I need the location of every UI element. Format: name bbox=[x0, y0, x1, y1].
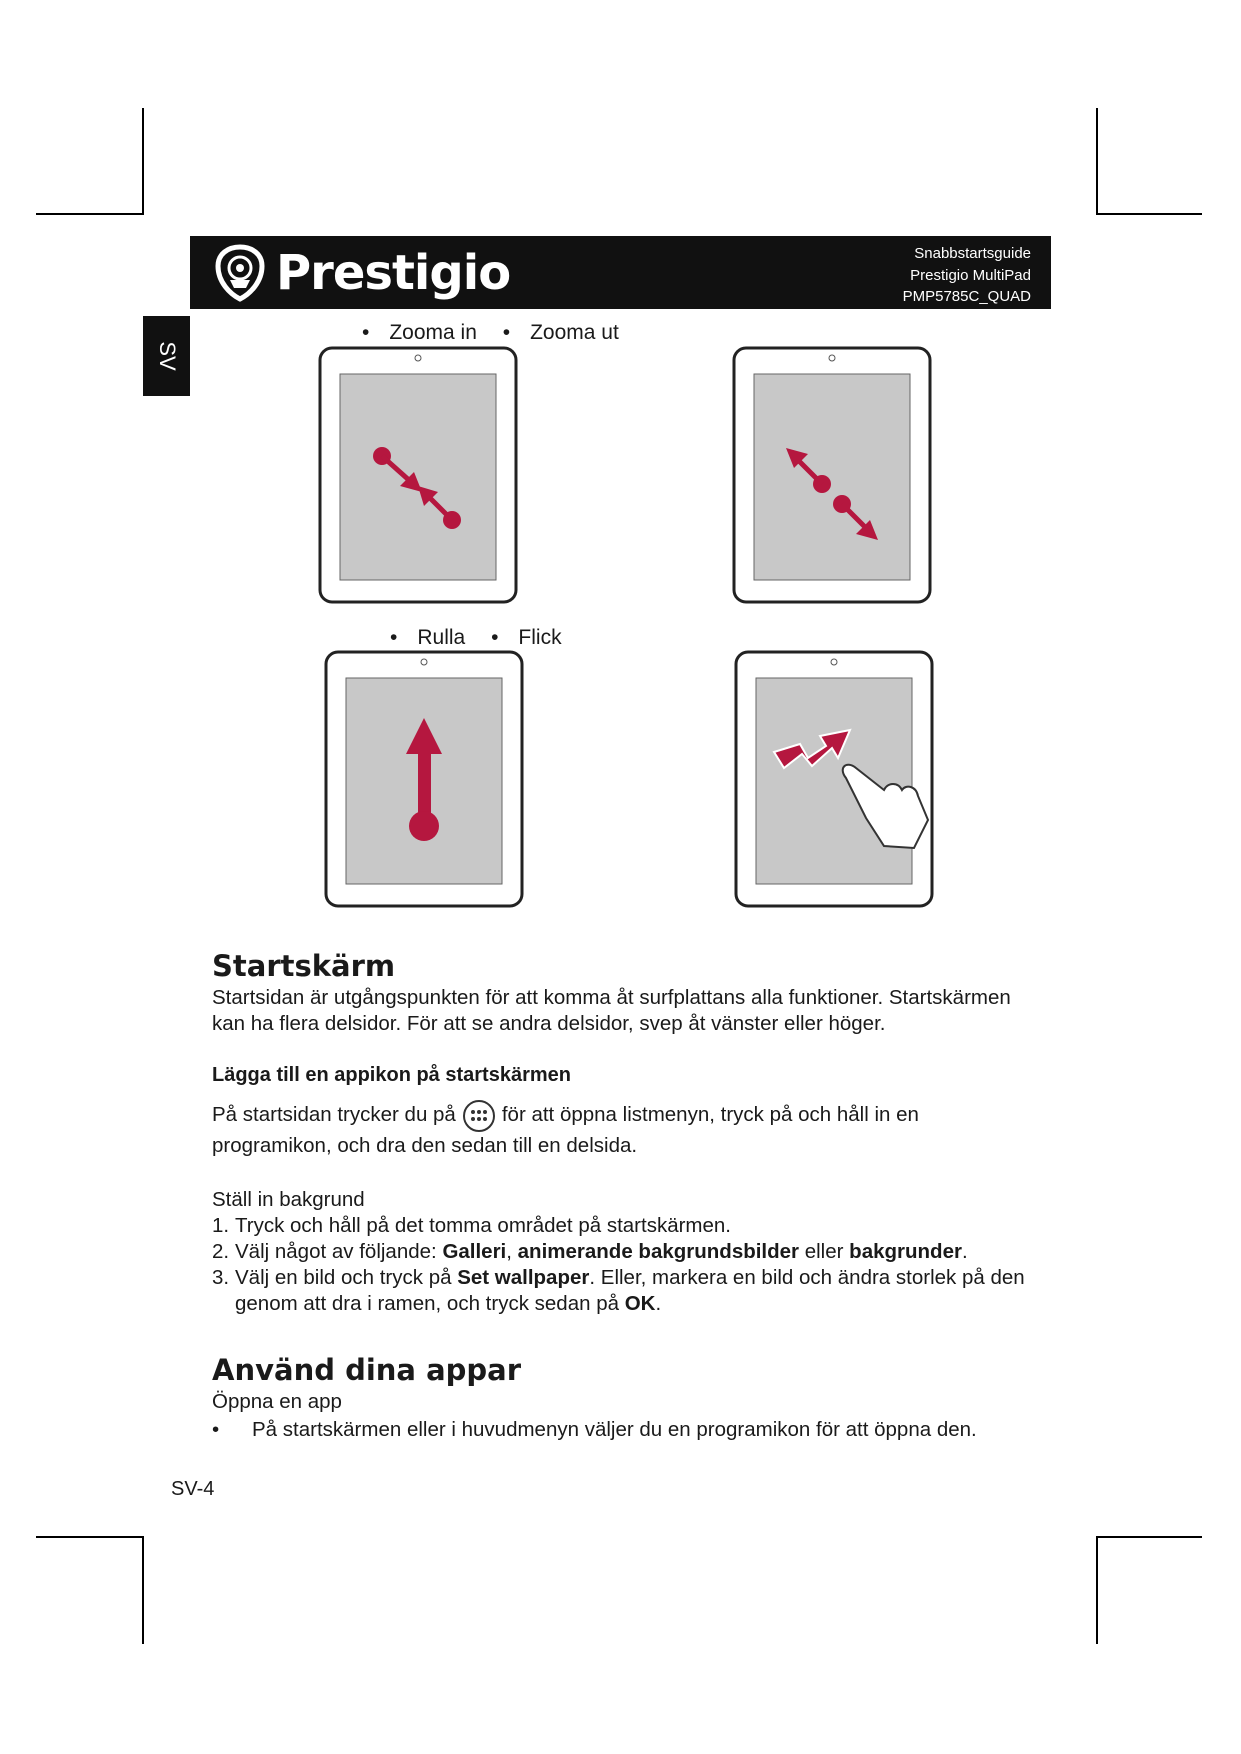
gesture-labels-row2 bbox=[390, 626, 582, 650]
brand-logo bbox=[212, 244, 510, 302]
step-text: Välj en bild och tryck på Set wallpaper. Eller, markera en bild och ändra storlek på den genom att dra i ramen, och tryck sedan på OK. bbox=[235, 1265, 1025, 1315]
section-startskarm bbox=[212, 949, 1052, 1317]
crop-mark-tr-v bbox=[1096, 108, 1098, 215]
add-icon-text-2: för att öppna listmenyn, tryck på och håll in en bbox=[501, 1103, 919, 1126]
gesture-label-flick: Flick bbox=[518, 626, 562, 649]
intro-line-2: kan ha flera delsidor. För att se andra delsidor, svep åt vänster eller höger. bbox=[212, 1012, 886, 1035]
brand-name: Prestigio bbox=[276, 245, 511, 301]
list-number: 3. bbox=[212, 1265, 230, 1289]
page-number: SV-4 bbox=[171, 1478, 215, 1500]
add-icon-line-2: programikon, och dra den sedan till en delsida. bbox=[212, 1133, 638, 1157]
model-number: PMP5785C_QUAD bbox=[902, 288, 1031, 305]
gesture-label-scroll: Rulla bbox=[417, 626, 466, 649]
crop-mark-br-h bbox=[1096, 1536, 1202, 1538]
subheading-open-app: Öppna en app bbox=[212, 1390, 342, 1413]
language-tab bbox=[143, 316, 190, 396]
list-item bbox=[212, 1265, 1052, 1317]
app-drawer-icon bbox=[462, 1099, 496, 1133]
intro-line-1: Startsidan är utgångspunkten för att komma åt surfplattans alla funktioner. Startskärmen bbox=[212, 986, 1011, 1009]
step-text: Tryck och håll på det tomma området på startskärmen. bbox=[235, 1213, 731, 1237]
crop-mark-bl-h bbox=[36, 1536, 144, 1538]
section-title: Startskärm bbox=[212, 949, 396, 983]
list-item bbox=[212, 1417, 1052, 1443]
section-anvand-appar bbox=[212, 1353, 1052, 1443]
tablet-scroll-illustration bbox=[324, 650, 526, 910]
gesture-labels-row1 bbox=[362, 321, 639, 345]
tablet-zoom-out-illustration bbox=[732, 346, 934, 606]
tablet-flick-illustration bbox=[734, 650, 936, 910]
list-number: 1. bbox=[212, 1213, 230, 1237]
bullet: • bbox=[212, 1418, 220, 1441]
gesture-label-zoom-in: Zooma in bbox=[389, 321, 477, 344]
wallpaper-heading: Ställ in bakgrund bbox=[212, 1187, 365, 1211]
header-info bbox=[903, 243, 1031, 308]
bullet: • bbox=[390, 626, 398, 649]
bullet: • bbox=[491, 626, 499, 649]
crop-mark-br-v bbox=[1096, 1536, 1098, 1644]
tablet-zoom-in-illustration bbox=[318, 346, 520, 606]
list-item bbox=[212, 1239, 1052, 1265]
product-line: Prestigio MultiPad bbox=[910, 266, 1031, 284]
section-title: Använd dina appar bbox=[212, 1353, 522, 1387]
prestigio-crest-icon bbox=[212, 244, 268, 302]
language-code: SV bbox=[154, 341, 180, 371]
bullet-text: På startskärmen eller i huvudmenyn väljer du en programikon för att öppna den. bbox=[252, 1418, 977, 1441]
add-icon-paragraph bbox=[212, 1098, 1052, 1133]
step-text: Välj något av följande: Galleri, animerande bakgrundsbilder eller bakgrunder. bbox=[235, 1239, 968, 1263]
crop-mark-tl-h bbox=[36, 213, 144, 215]
document-header bbox=[190, 236, 1051, 309]
list-number: 2. bbox=[212, 1239, 230, 1263]
list-item bbox=[212, 1213, 1052, 1239]
bullet: • bbox=[362, 321, 370, 344]
crop-mark-tl-v bbox=[142, 108, 144, 215]
subheading-add-icon: Lägga till en appikon på startskärmen bbox=[212, 1064, 571, 1086]
touch-point-icon bbox=[409, 811, 439, 841]
bullet: • bbox=[502, 321, 511, 344]
crop-mark-bl-v bbox=[142, 1536, 144, 1644]
add-icon-text-1: På startsidan trycker du på bbox=[212, 1103, 456, 1126]
gesture-label-zoom-out: Zooma ut bbox=[530, 321, 619, 344]
guide-title: Snabbstartsguide bbox=[914, 245, 1031, 262]
crop-mark-tr-h bbox=[1096, 213, 1202, 215]
